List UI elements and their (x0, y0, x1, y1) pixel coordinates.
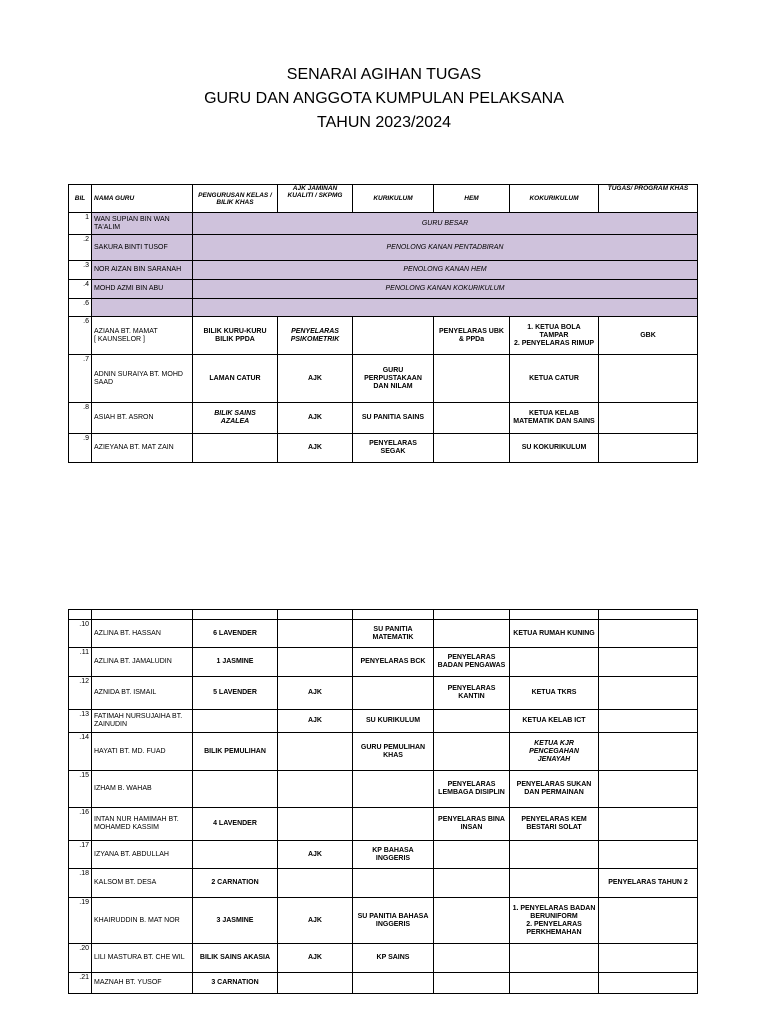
khas-cell (599, 944, 698, 973)
kokurikulum-cell: KETUA CATUR (510, 355, 599, 403)
kurikulum-cell: SU KURIKULUM (353, 710, 434, 733)
name-cell: HAYATI BT. MD. FUAD (92, 733, 193, 771)
bil-cell: .10 (69, 620, 92, 648)
ajk-cell: AJK (278, 841, 353, 869)
name-cell: WAN SUPIAN BIN WAN TA'ALIM (92, 213, 193, 235)
ajk-cell: AJK (278, 898, 353, 944)
role-cell: PENOLONG KANAN KOKURIKULUM (193, 280, 698, 299)
ajk-cell (278, 733, 353, 771)
name-cell: IZHAM B. WAHAB (92, 771, 193, 808)
role-cell (193, 299, 698, 317)
name-cell: MAZNAH BT. YUSOF (92, 973, 193, 994)
bil-cell: .7 (69, 355, 92, 403)
kurikulum-cell (353, 808, 434, 841)
hem-cell (434, 898, 510, 944)
class-cell: 6 LAVENDER (193, 620, 278, 648)
hem-cell: PENYELARAS UBK & PPDa (434, 317, 510, 355)
title-line-2: GURU DAN ANGGOTA KUMPULAN PELAKSANA (204, 90, 564, 107)
kurikulum-cell (353, 869, 434, 898)
bil-cell: .2 (69, 235, 92, 261)
kokurikulum-cell: PENYELARAS KEM BESTARI SOLAT (510, 808, 599, 841)
class-cell: 1 JASMINE (193, 648, 278, 677)
hem-cell (434, 355, 510, 403)
bil-cell: 1 (69, 213, 92, 235)
kokurikulum-cell: SU KOKURIKULUM (510, 434, 599, 463)
blank-header-row (69, 610, 698, 620)
table-row (69, 677, 698, 710)
kokurikulum-cell: 1. PENYELARAS BADAN BERUNIFORM 2. PENYELARAS PERKHEMAHAN (510, 898, 599, 944)
hem-cell (434, 841, 510, 869)
ajk-cell: AJK (278, 355, 353, 403)
bil-cell: .8 (69, 403, 92, 434)
bil-cell: .3 (69, 261, 92, 280)
kurikulum-cell: SU PANITIA BAHASA INGGERIS (353, 898, 434, 944)
table-row (69, 841, 698, 869)
class-cell: BILIK KURU-KURU BILIK PPDA (193, 317, 278, 355)
khas-cell (599, 620, 698, 648)
kokurikulum-cell: KETUA KJR PENCEGAHAN JENAYAH (510, 733, 599, 771)
table-row (69, 355, 698, 403)
name-cell: MOHD AZMI BIN ABU (92, 280, 193, 299)
name-cell: AZIEYANA BT. MAT ZAIN (92, 434, 193, 463)
class-cell (193, 841, 278, 869)
khas-cell (599, 710, 698, 733)
khas-cell (599, 841, 698, 869)
teacher-rows-1 (69, 317, 698, 463)
kokurikulum-cell (510, 869, 599, 898)
bil-cell: .6 (69, 317, 92, 355)
kurikulum-cell (353, 677, 434, 710)
kokurikulum-cell: KETUA RUMAH KUNING (510, 620, 599, 648)
kurikulum-cell: GURU PEMULIHAN KHAS (353, 733, 434, 771)
header-nama: NAMA GURU (92, 185, 193, 213)
class-cell: LAMAN CATUR (193, 355, 278, 403)
ajk-cell (278, 648, 353, 677)
name-cell: IZYANA BT. ABDULLAH (92, 841, 193, 869)
admin-row (69, 213, 698, 235)
ajk-cell (278, 973, 353, 994)
name-cell (92, 299, 193, 317)
khas-cell: GBK (599, 317, 698, 355)
table-row (69, 898, 698, 944)
class-cell: BILIK SAINS AKASIA (193, 944, 278, 973)
bil-cell: .19 (69, 898, 92, 944)
kurikulum-cell: KP SAINS (353, 944, 434, 973)
table-row (69, 403, 698, 434)
kurikulum-cell (353, 973, 434, 994)
role-cell: GURU BESAR (193, 213, 698, 235)
kurikulum-cell (353, 771, 434, 808)
table-row (69, 317, 698, 355)
hem-cell: PENYELARAS KANTIN (434, 677, 510, 710)
header-khas: TUGAS/ PROGRAM KHAS (599, 185, 698, 213)
name-cell: FATIMAH NURSUJAIHA BT. ZAINUDIN (92, 710, 193, 733)
ajk-cell (278, 869, 353, 898)
admin-row (69, 299, 698, 317)
khas-cell (599, 355, 698, 403)
class-cell: BILIK SAINS AZALEA (193, 403, 278, 434)
kokurikulum-cell (510, 944, 599, 973)
table-row (69, 973, 698, 994)
hem-cell (434, 869, 510, 898)
ajk-cell (278, 771, 353, 808)
bil-cell: .14 (69, 733, 92, 771)
hem-cell (434, 733, 510, 771)
kokurikulum-cell: KETUA TKRS (510, 677, 599, 710)
name-cell: AZLINA BT. HASSAN (92, 620, 193, 648)
class-cell: 3 JASMINE (193, 898, 278, 944)
name-cell: ASIAH BT. ASRON (92, 403, 193, 434)
kurikulum-cell (353, 317, 434, 355)
kurikulum-cell: GURU PERPUSTAKAAN DAN NILAM (353, 355, 434, 403)
hem-cell (434, 620, 510, 648)
ajk-cell: AJK (278, 434, 353, 463)
bil-cell: .6 (69, 299, 92, 317)
role-cell: PENOLONG KANAN HEM (193, 261, 698, 280)
bil-cell: .18 (69, 869, 92, 898)
table-row (69, 434, 698, 463)
name-cell: KHAIRUDDIN B. MAT NOR (92, 898, 193, 944)
kokurikulum-cell: KETUA KELAB MATEMATIK DAN SAINS (510, 403, 599, 434)
kurikulum-cell: PENYELARAS BCK (353, 648, 434, 677)
class-cell (193, 710, 278, 733)
table-row (69, 944, 698, 973)
table-row (69, 771, 698, 808)
kokurikulum-cell (510, 973, 599, 994)
ajk-cell: AJK (278, 403, 353, 434)
hem-cell (434, 944, 510, 973)
name-cell: KALSOM BT. DESA (92, 869, 193, 898)
class-cell (193, 771, 278, 808)
title-line-1: SENARAI AGIHAN TUGAS (286, 66, 482, 83)
title-line-3: TAHUN 2023/2024 (317, 114, 451, 131)
khas-cell (599, 733, 698, 771)
kokurikulum-cell: PENYELARAS SUKAN DAN PERMAINAN (510, 771, 599, 808)
khas-cell (599, 973, 698, 994)
bil-cell: .4 (69, 280, 92, 299)
class-cell: 2 CARNATION (193, 869, 278, 898)
hem-cell (434, 710, 510, 733)
class-cell: 3 CARNATION (193, 973, 278, 994)
hem-cell: PENYELARAS BINA INSAN (434, 808, 510, 841)
table-row (69, 620, 698, 648)
bil-cell: .9 (69, 434, 92, 463)
ajk-cell: AJK (278, 677, 353, 710)
name-cell: INTAN NUR HAMIMAH BT. MOHAMED KASSIM (92, 808, 193, 841)
hem-cell: PENYELARAS BADAN PENGAWAS (434, 648, 510, 677)
hem-cell: PENYELARAS LEMBAGA DISIPLIN (434, 771, 510, 808)
ajk-cell: AJK (278, 710, 353, 733)
admin-row (69, 261, 698, 280)
bil-cell: .13 (69, 710, 92, 733)
bil-cell: .21 (69, 973, 92, 994)
header-bil: BIL (69, 185, 92, 213)
bil-cell: .20 (69, 944, 92, 973)
assignment-table-2 (68, 609, 698, 994)
assignment-table-1 (68, 184, 698, 463)
table-row (69, 733, 698, 771)
header-kelas: PENGURUSAN KELAS / BILIK KHAS (193, 185, 278, 213)
name-cell: SAKURA BINTI TUSOF (92, 235, 193, 261)
kurikulum-cell: PENYELARAS SEGAK (353, 434, 434, 463)
bil-cell: .12 (69, 677, 92, 710)
hem-cell (434, 973, 510, 994)
admin-row (69, 235, 698, 261)
header-ajk: AJK JAMINAN KUALITI / SKPMG (278, 185, 353, 213)
header-kurikulum: KURIKULUM (353, 185, 434, 213)
bil-cell: .17 (69, 841, 92, 869)
role-cell: PENOLONG KANAN PENTADBIRAN (193, 235, 698, 261)
name-cell: ADNIN SURAIYA BT. MOHD SAAD (92, 355, 193, 403)
kokurikulum-cell (510, 841, 599, 869)
class-cell: BILIK PEMULIHAN (193, 733, 278, 771)
name-cell: AZIANA BT. MAMAT [ KAUNSELOR ] (92, 317, 193, 355)
ajk-cell (278, 808, 353, 841)
khas-cell (599, 898, 698, 944)
khas-cell (599, 677, 698, 710)
khas-cell (599, 808, 698, 841)
kokurikulum-cell (510, 648, 599, 677)
name-cell: AZLINA BT. JAMALUDIN (92, 648, 193, 677)
ajk-cell: PENYELARAS PSIKOMETRIK (278, 317, 353, 355)
name-cell: NOR AIZAN BIN SARANAH (92, 261, 193, 280)
hem-cell (434, 434, 510, 463)
hem-cell (434, 403, 510, 434)
table-row (69, 869, 698, 898)
kokurikulum-cell: KETUA KELAB ICT (510, 710, 599, 733)
bil-cell: .11 (69, 648, 92, 677)
kurikulum-cell: SU PANITIA SAINS (353, 403, 434, 434)
bil-cell: .15 (69, 771, 92, 808)
kurikulum-cell: KP BAHASA INGGERIS (353, 841, 434, 869)
admin-rows (69, 213, 698, 317)
teacher-rows-2 (69, 620, 698, 994)
table-row (69, 710, 698, 733)
admin-row (69, 280, 698, 299)
kokurikulum-cell: 1. KETUA BOLA TAMPAR 2. PENYELARAS RIMUP (510, 317, 599, 355)
table-row (69, 808, 698, 841)
table-row (69, 648, 698, 677)
header-hem: HEM (434, 185, 510, 213)
ajk-cell (278, 620, 353, 648)
class-cell: 4 LAVENDER (193, 808, 278, 841)
header-row (69, 185, 698, 213)
khas-cell (599, 648, 698, 677)
kurikulum-cell: SU PANITIA MATEMATIK (353, 620, 434, 648)
ajk-cell: AJK (278, 944, 353, 973)
khas-cell: PENYELARAS TAHUN 2 (599, 869, 698, 898)
name-cell: AZNIDA BT. ISMAIL (92, 677, 193, 710)
name-cell: LILI MASTURA BT. CHE WIL (92, 944, 193, 973)
khas-cell (599, 771, 698, 808)
class-cell (193, 434, 278, 463)
khas-cell (599, 434, 698, 463)
class-cell: 5 LAVENDER (193, 677, 278, 710)
header-kokurikulum: KOKURIKULUM (510, 185, 599, 213)
bil-cell: .16 (69, 808, 92, 841)
khas-cell (599, 403, 698, 434)
